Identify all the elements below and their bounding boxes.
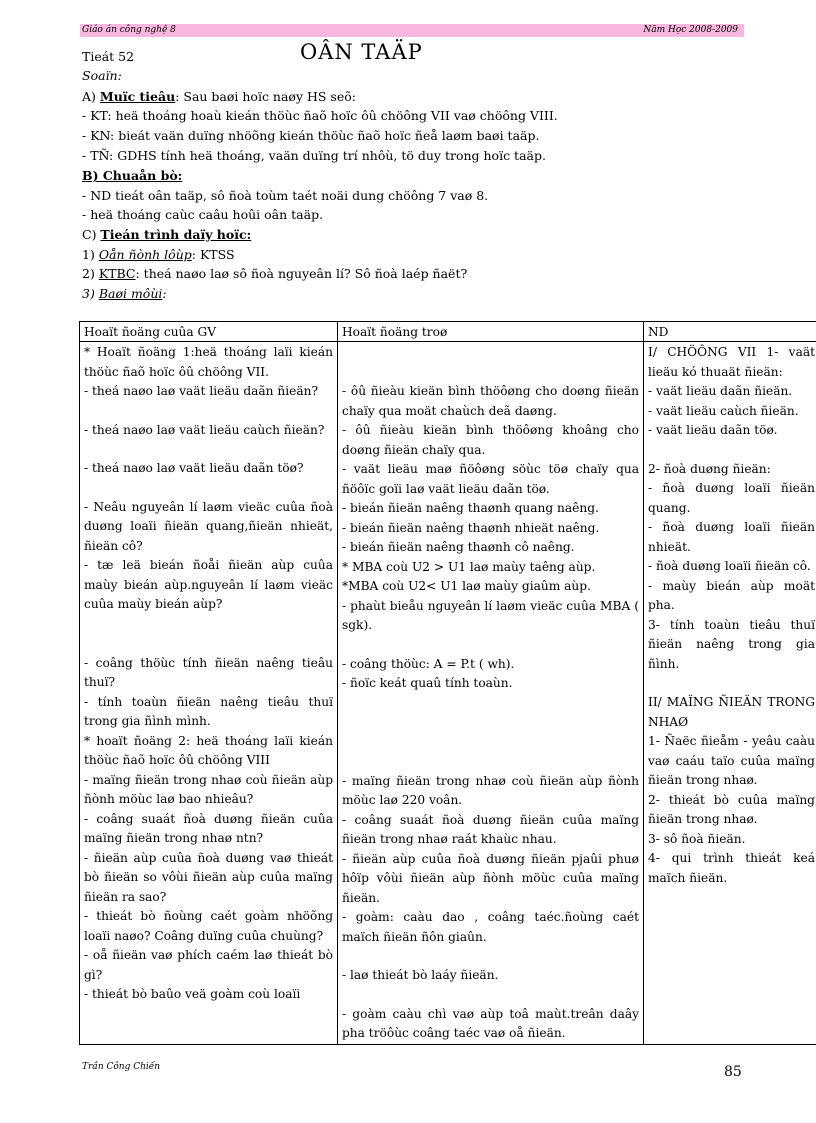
prep-item: - heä thoáng caùc caâu hoûi oân taäp. bbox=[82, 207, 324, 222]
soan-label: Soaïn: bbox=[82, 68, 122, 83]
page-title: OÂN TAÄP bbox=[300, 40, 423, 64]
nd-line: I/ CHÖÔNG VII 1- vaät lieäu kó thuaät ñieän: bbox=[648, 345, 815, 379]
section-a-title: Muïc tieâu bbox=[99, 89, 176, 104]
col-header-tro: Hoaït ñoäng troø bbox=[338, 322, 644, 342]
header-bar bbox=[80, 24, 744, 37]
gv-line: - theá naøo laø vaät lieäu caùch ñieän? bbox=[84, 422, 325, 437]
tro-line: - phaùt bieåu nguyeân lí laøm vieäc cuûa MBA ( sgk). bbox=[342, 598, 639, 632]
gv-line: - tính toaùn ñieän naêng tieâu thuï trong gia ñình mình. bbox=[84, 694, 333, 728]
nd-cell bbox=[644, 342, 816, 1045]
tro-line: - ñoïc keát quaû tính toaùn. bbox=[342, 676, 513, 690]
step-2-rest: : theá naøo laø sô ñoà nguyeân lí? Sô ñoà laép ñaët? bbox=[135, 266, 468, 281]
section-a-label: A) bbox=[82, 89, 100, 104]
step-1 bbox=[82, 247, 235, 263]
nd-line: II/ MAÏNG ÑIEÄN TRONG NHAØ bbox=[648, 695, 815, 729]
section-c-heading bbox=[82, 227, 251, 243]
nd-line: - ñoà duøng loaïi ñieän cô. bbox=[648, 559, 811, 573]
step-1-rest: : KTSS bbox=[191, 247, 235, 262]
step-3-num: 3) bbox=[82, 286, 99, 301]
header-right: Năm Học 2008-2009 bbox=[643, 25, 738, 35]
tro-line: - goàm caàu chì vaø aùp toâ maùt.treân daây pha tröôùc coâng taéc vaø oå ñieän. bbox=[342, 1006, 639, 1040]
tro-line: * MBA coù U2 > U1 laø maùy taêng aùp. bbox=[342, 559, 596, 574]
tro-line: - laø thieát bò laáy ñieän. bbox=[342, 968, 499, 982]
nd-line: 2- ñoà duøng ñieän: bbox=[648, 461, 771, 476]
prep-item: - ND tieát oân taäp, sô ñoà toùm taét noäi dung chöông 7 vaø 8. bbox=[82, 188, 489, 203]
nd-line: - ñoà duøng loaïi ñieän quang. bbox=[648, 481, 815, 515]
gv-line: - coâng suaát ñoà duøng ñieän cuûa maïng ñieän trong nhaø ntn? bbox=[84, 811, 333, 845]
section-b-label: B) Chuaån bò: bbox=[82, 168, 183, 183]
footer-author: Trần Công Chiến bbox=[82, 1062, 161, 1072]
gv-line: - oå ñieän vaø phích caém laø thieát bò gì? bbox=[84, 948, 333, 982]
section-a-heading bbox=[82, 89, 356, 105]
section-c-label: C) bbox=[82, 227, 101, 242]
gv-line: - tæ leä bieán ñoåi ñieän aùp cuûa maùy bieán aùp.nguyeân lí laøm vieäc cuûa maùy bieán aùp? bbox=[84, 558, 333, 611]
gv-line: - theá naøo laø vaät lieäu daãn ñieän? bbox=[84, 384, 318, 398]
spacer bbox=[342, 343, 639, 382]
table-header-row bbox=[80, 322, 816, 342]
nd-line: 3- sô ñoà ñieän. bbox=[648, 831, 746, 846]
nd-line: 3- tính toaùn tieâu thuï ñieän naêng trong gia ñình. bbox=[648, 617, 815, 671]
tro-line: - goàm: caàu dao , coâng taéc.ñoùng caét maïch ñieän ñôn giaûn. bbox=[342, 910, 639, 944]
col-header-nd: ND bbox=[644, 322, 816, 342]
tro-line: - coâng thöùc: A = P.t ( wh). bbox=[342, 656, 515, 671]
gv-cell bbox=[80, 342, 338, 1045]
nd-line: 2- thieát bò cuûa maïng ñieän trong nhaø. bbox=[648, 792, 815, 826]
tro-line: *MBA coù U2< U1 laø maùy giaûm aùp. bbox=[342, 579, 591, 593]
gv-line: - coâng thöùc tính ñieän naêng tieâu thuï? bbox=[84, 655, 333, 689]
gv-line: - thieát bò baûo veä goàm coù loaïi bbox=[84, 987, 301, 1001]
section-a-rest: : Sau baøi hoïc naøy HS seõ: bbox=[175, 89, 356, 104]
gv-line: - thieát bò ñoùng caét goàm nhöõng loaïi naøo? Coâng duïng cuûa chuùng? bbox=[84, 909, 333, 943]
objective-item: - KN: bieát vaän duïng nhöõng kieán thöùc ñaõ hoïc ñeå laøm baøi taäp. bbox=[82, 128, 540, 143]
nd-line: - vaät lieäu daãn töø. bbox=[648, 423, 778, 437]
nd-line: 1- Ñaëc ñieåm - yeâu caàu vaø caáu taïo cuûa maïng ñieän trong nhaø. bbox=[648, 734, 815, 787]
gv-line: * Hoaït ñoäng 1:heä thoáng laïi kieán thöùc ñaõ hoïc ôû chöông VII. bbox=[84, 345, 333, 379]
page-number: 85 bbox=[724, 1064, 742, 1080]
step-2-title: KTBC bbox=[98, 266, 136, 281]
tro-cell bbox=[338, 342, 644, 1045]
gv-line: * hoaït ñoäng 2: heä thoáng laïi kieán thöùc ñaõ hoïc ôû chöông VIII bbox=[84, 733, 333, 767]
objective-item: - TÑ: GDHS tính heä thoáng, vaän duïng trí nhôù, tö duy trong hoïc taäp. bbox=[82, 148, 546, 163]
step-1-title: Oån ñònh lôùp bbox=[98, 247, 192, 262]
nd-line: - ñoà duøng loaïi ñieän nhieät. bbox=[648, 520, 815, 554]
header-left: Giáo án công nghệ 8 bbox=[82, 25, 176, 35]
section-c-title: Tieán trình daïy hoïc: bbox=[100, 227, 252, 242]
lesson-number: Tieát 52 bbox=[82, 49, 135, 64]
tro-line: - ñieän aùp cuûa ñoà duøng ñieän pjaûi phuø hôïp vôùi ñieän aùp ñònh möùc cuûa maïng ñieän. bbox=[342, 851, 639, 905]
step-3-title: Baøi môùi bbox=[98, 286, 163, 301]
gv-line: - theá naøo laø vaät lieäu daãn töø? bbox=[84, 461, 304, 475]
tro-line: - ôû ñieàu kieän bình thöôøng cho doøng ñieän chaïy qua moät chaùch deã daøng. bbox=[342, 384, 639, 418]
tro-line: - bieán ñieän naêng thaønh quang naêng. bbox=[342, 501, 599, 515]
gv-line: - maïng ñieän trong nhaø coù ñieän aùp ñònh möùc laø bao nhieâu? bbox=[84, 772, 333, 806]
step-2-num: 2) bbox=[82, 266, 99, 281]
col-header-gv: Hoaït ñoäng cuûa GV bbox=[80, 322, 338, 342]
tro-line: - maïng ñieän trong nhaø coù ñieän aùp ñònh möùc laø 220 voân. bbox=[342, 773, 639, 807]
objective-item: - KT: heä thoáng hoaù kieán thöùc ñaõ hoïc ôû chöông VII vaø chöông VIII. bbox=[82, 108, 558, 123]
tro-line: - vaät lieäu maø ñöôøng söùc töø chaïy qua ñöôïc goïi laø vaät lieäu daãn töø. bbox=[342, 462, 639, 496]
tro-line: - bieán ñieän naêng thaønh cô naêng. bbox=[342, 540, 575, 554]
step-3-rest: : bbox=[162, 286, 167, 301]
nd-line: - maùy bieán aùp moät pha. bbox=[648, 578, 815, 612]
nd-line: - vaät lieäu daãn ñieän. bbox=[648, 384, 793, 398]
table-row bbox=[80, 342, 816, 1045]
nd-line: 4- qui trình thieát keá maïch ñieän. bbox=[648, 851, 815, 885]
step-3 bbox=[82, 286, 167, 302]
tro-line: - coâng suaát ñoà duøng ñieän cuûa maïng ñieän trong nhaø raát khaùc nhau. bbox=[342, 812, 639, 846]
gv-line: - ñieän aùp cuûa ñoà duøng vaø thieát bò ñieän so vôùi ñieän aùp cuûa maïng ñieän ra sao? bbox=[84, 850, 333, 904]
tro-line: - bieán ñieän naêng thaønh nhieät naêng. bbox=[342, 520, 600, 535]
tro-line: - ôû ñieàu kieän bình thöôøng khoâng cho doøng ñieän chaïy qua. bbox=[342, 423, 639, 457]
gv-line: - Neâu nguyeân lí laøm vieäc cuûa ñoà duøng loaïi ñieän quang,ñieän nhieät, ñieän cô? bbox=[84, 499, 333, 553]
activity-table bbox=[79, 321, 816, 1045]
step-2 bbox=[82, 266, 467, 282]
nd-line: - vaät lieäu caùch ñieän. bbox=[648, 403, 799, 418]
section-b-title bbox=[82, 168, 182, 184]
step-1-num: 1) bbox=[82, 247, 99, 262]
